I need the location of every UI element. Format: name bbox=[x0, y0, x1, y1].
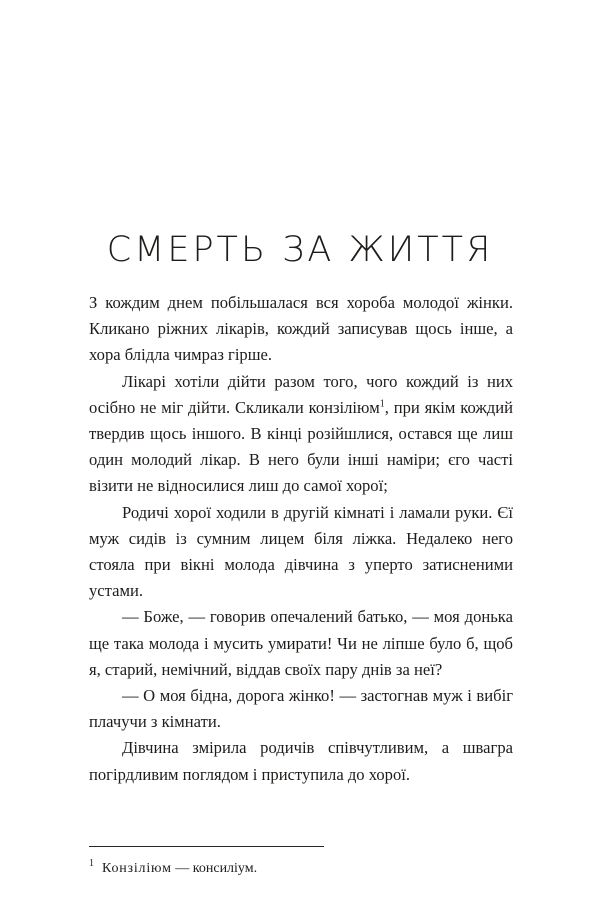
footnote bbox=[89, 859, 513, 879]
paragraph: — О моя бідна, дорога жінко! — застогнав муж і вибіг плачучи з кімнати. bbox=[89, 686, 513, 732]
footnote-term: Конзіліюм bbox=[102, 861, 172, 876]
chapter-body bbox=[89, 290, 513, 788]
paragraph bbox=[89, 369, 513, 500]
chapter-title: СМЕРТЬ ЗА ЖИТТЯ bbox=[106, 230, 494, 270]
paragraph-text: , при якім кождий твердив щось іншого. В кінці розійшлися, остався ще лиш один молодий лікар. В него були інші наміри; єго часті візити не відносилися лиш до самої хорої; bbox=[89, 397, 514, 496]
footnote-marker: 1 bbox=[89, 858, 94, 870]
paragraph-text: Лікарі хотіли дійти разом того, чого кождий із них осібно не міг дійти. Скликали конзіліюм bbox=[89, 371, 513, 417]
paragraph: Дівчина змірила родичів співчутливим, а швагра погірдливим поглядом і приступила до хорої. bbox=[89, 738, 513, 784]
paragraph: — Боже, — говорив опечалений батько, — моя донька ще така молода і мусить умирати! Чи не ліпше було б, щоб я, старий, немічний, віддав своїх пару днів за неї? bbox=[89, 607, 513, 679]
footnote-definition: — консиліум. bbox=[171, 861, 258, 876]
footnote-divider bbox=[89, 846, 324, 847]
paragraph: Родичі хорої ходили в другій кімнаті і ламали руки. Єї муж сидів із сумним лицем біля ліжка. Недалеко него стояла при вікні молода дівчина з уперто затисненими устами. bbox=[89, 502, 513, 601]
footnote-reference: 1 bbox=[379, 398, 385, 410]
paragraph: З кождим днем побільшалася вся хороба молодої жінки. Кликано ріжних лікарів, кождий записував щось інше, а хора блідла чимраз гірше. bbox=[89, 293, 513, 365]
